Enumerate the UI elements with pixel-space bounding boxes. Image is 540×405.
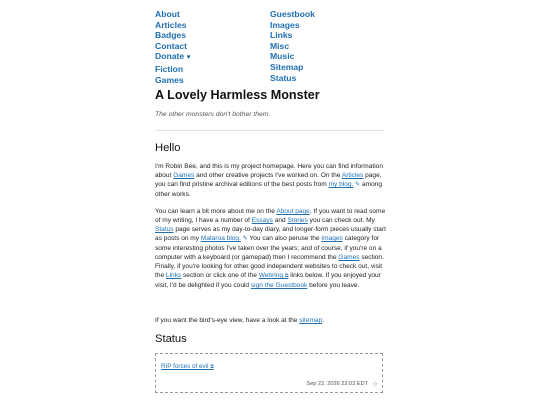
nav-misc[interactable]: Misc [270, 40, 290, 51]
nav-articles[interactable]: Articles [155, 19, 187, 30]
about-text-3: and [272, 217, 288, 225]
nav-links[interactable]: Links [270, 30, 293, 41]
sitemap-paragraph [155, 316, 390, 325]
about-text-9: section or click one of the [181, 272, 259, 280]
about-text-1: You can learn a bit more about me on the [155, 208, 277, 215]
external-link-icon: ⧉ [284, 273, 289, 280]
nav-column-left [155, 9, 270, 85]
stories-link[interactable]: Stories [287, 217, 308, 225]
header-divider [155, 130, 384, 131]
about-text-6: You can also peruse the [247, 235, 322, 243]
site-title: A Lovely Harmless Monster [155, 88, 320, 102]
about-text-8: section. Finally, if you're looking for other good independent websites to check out, visit the [155, 254, 384, 280]
nav-guestbook[interactable]: Guestbook [270, 9, 315, 19]
webring-link[interactable] [259, 272, 289, 279]
intro-text-1: I'm Robin Bee, and this is my project homepage. Here you can find information about [155, 163, 383, 180]
intro-text-4: among other works. [155, 181, 383, 199]
nav-games[interactable]: Games [155, 74, 184, 85]
nav-donate-label: Donate [155, 51, 185, 62]
about-text-2: . If you want to read some of my writing, I have a number of [155, 208, 386, 225]
games-section-link[interactable]: Games [338, 254, 360, 262]
nav-sitemap[interactable]: Sitemap [270, 61, 304, 72]
site-tagline: The other monsters don't bother them. [155, 111, 271, 118]
articles-link[interactable]: Articles [341, 172, 364, 180]
links-section-link[interactable]: Links [165, 272, 182, 280]
nav-music[interactable]: Music [270, 51, 295, 62]
nav-contact[interactable]: Contact [155, 40, 187, 51]
status-post-link[interactable] [161, 363, 214, 370]
guestbook-link[interactable]: sign the Guestbook [250, 282, 308, 290]
nav-about[interactable]: About [155, 9, 180, 19]
about-text-4: you can check out. My [307, 217, 375, 225]
essays-link[interactable]: Essays [251, 217, 273, 225]
about-text-11: before you leave. [307, 282, 360, 290]
nav-status[interactable]: Status [270, 72, 297, 83]
status-post-title: RIP forces of evil [161, 363, 209, 370]
heart-icon: ♥ [186, 54, 191, 62]
about-text-5: page serves as my day-to-day diary, and longer-form pieces usually start as posts on my [155, 226, 386, 243]
status-card [155, 353, 383, 393]
status-page-link[interactable]: Status [155, 226, 174, 234]
webring-label: Webring [258, 272, 283, 280]
blog-link[interactable]: my blog. [328, 181, 354, 189]
nav-column-right [270, 9, 385, 85]
about-text-10: links below. If you enjoyed your visit, I'd be delighted if you could [155, 272, 381, 290]
pen-icon: ✎ [242, 236, 248, 243]
intro-paragraph [155, 162, 390, 199]
pen-icon: ✎ [355, 182, 361, 189]
star-icon[interactable]: ☆ [372, 381, 378, 388]
mataroa-blog-link[interactable]: Mataroa blog. [200, 235, 241, 243]
hello-heading: Hello [155, 142, 181, 154]
games-link[interactable]: Games [173, 172, 195, 180]
main-nav [155, 9, 385, 85]
status-heading: Status [155, 333, 187, 345]
nav-donate[interactable] [155, 51, 270, 64]
status-timestamp: Sep 22, 2026 22:03 EDT [306, 381, 368, 387]
images-link[interactable]: Images [321, 235, 343, 243]
intro-text-3: page, you can find pristine archival editions of the best posts from [155, 172, 382, 189]
sitemap-text-1: If you want the bird's-eye view, have a look at the [155, 317, 300, 324]
sitemap-link[interactable]: sitemap [299, 317, 323, 324]
about-page-link[interactable]: About page [276, 208, 310, 215]
about-paragraph [155, 207, 390, 290]
about-text-7: category for some interesting photos I've taken over the years; and of course, if you're on a computer with a keyboard (or gamepad) then I recommend the [155, 235, 382, 262]
nav-badges[interactable]: Badges [155, 30, 187, 41]
nav-images[interactable]: Images [270, 19, 300, 30]
intro-text-2: and other creative projects I've worked on. On the [194, 172, 342, 180]
external-link-icon: ⧉ [210, 364, 214, 370]
nav-fiction[interactable]: Fiction [155, 63, 184, 74]
sitemap-text-2: . [322, 317, 325, 324]
